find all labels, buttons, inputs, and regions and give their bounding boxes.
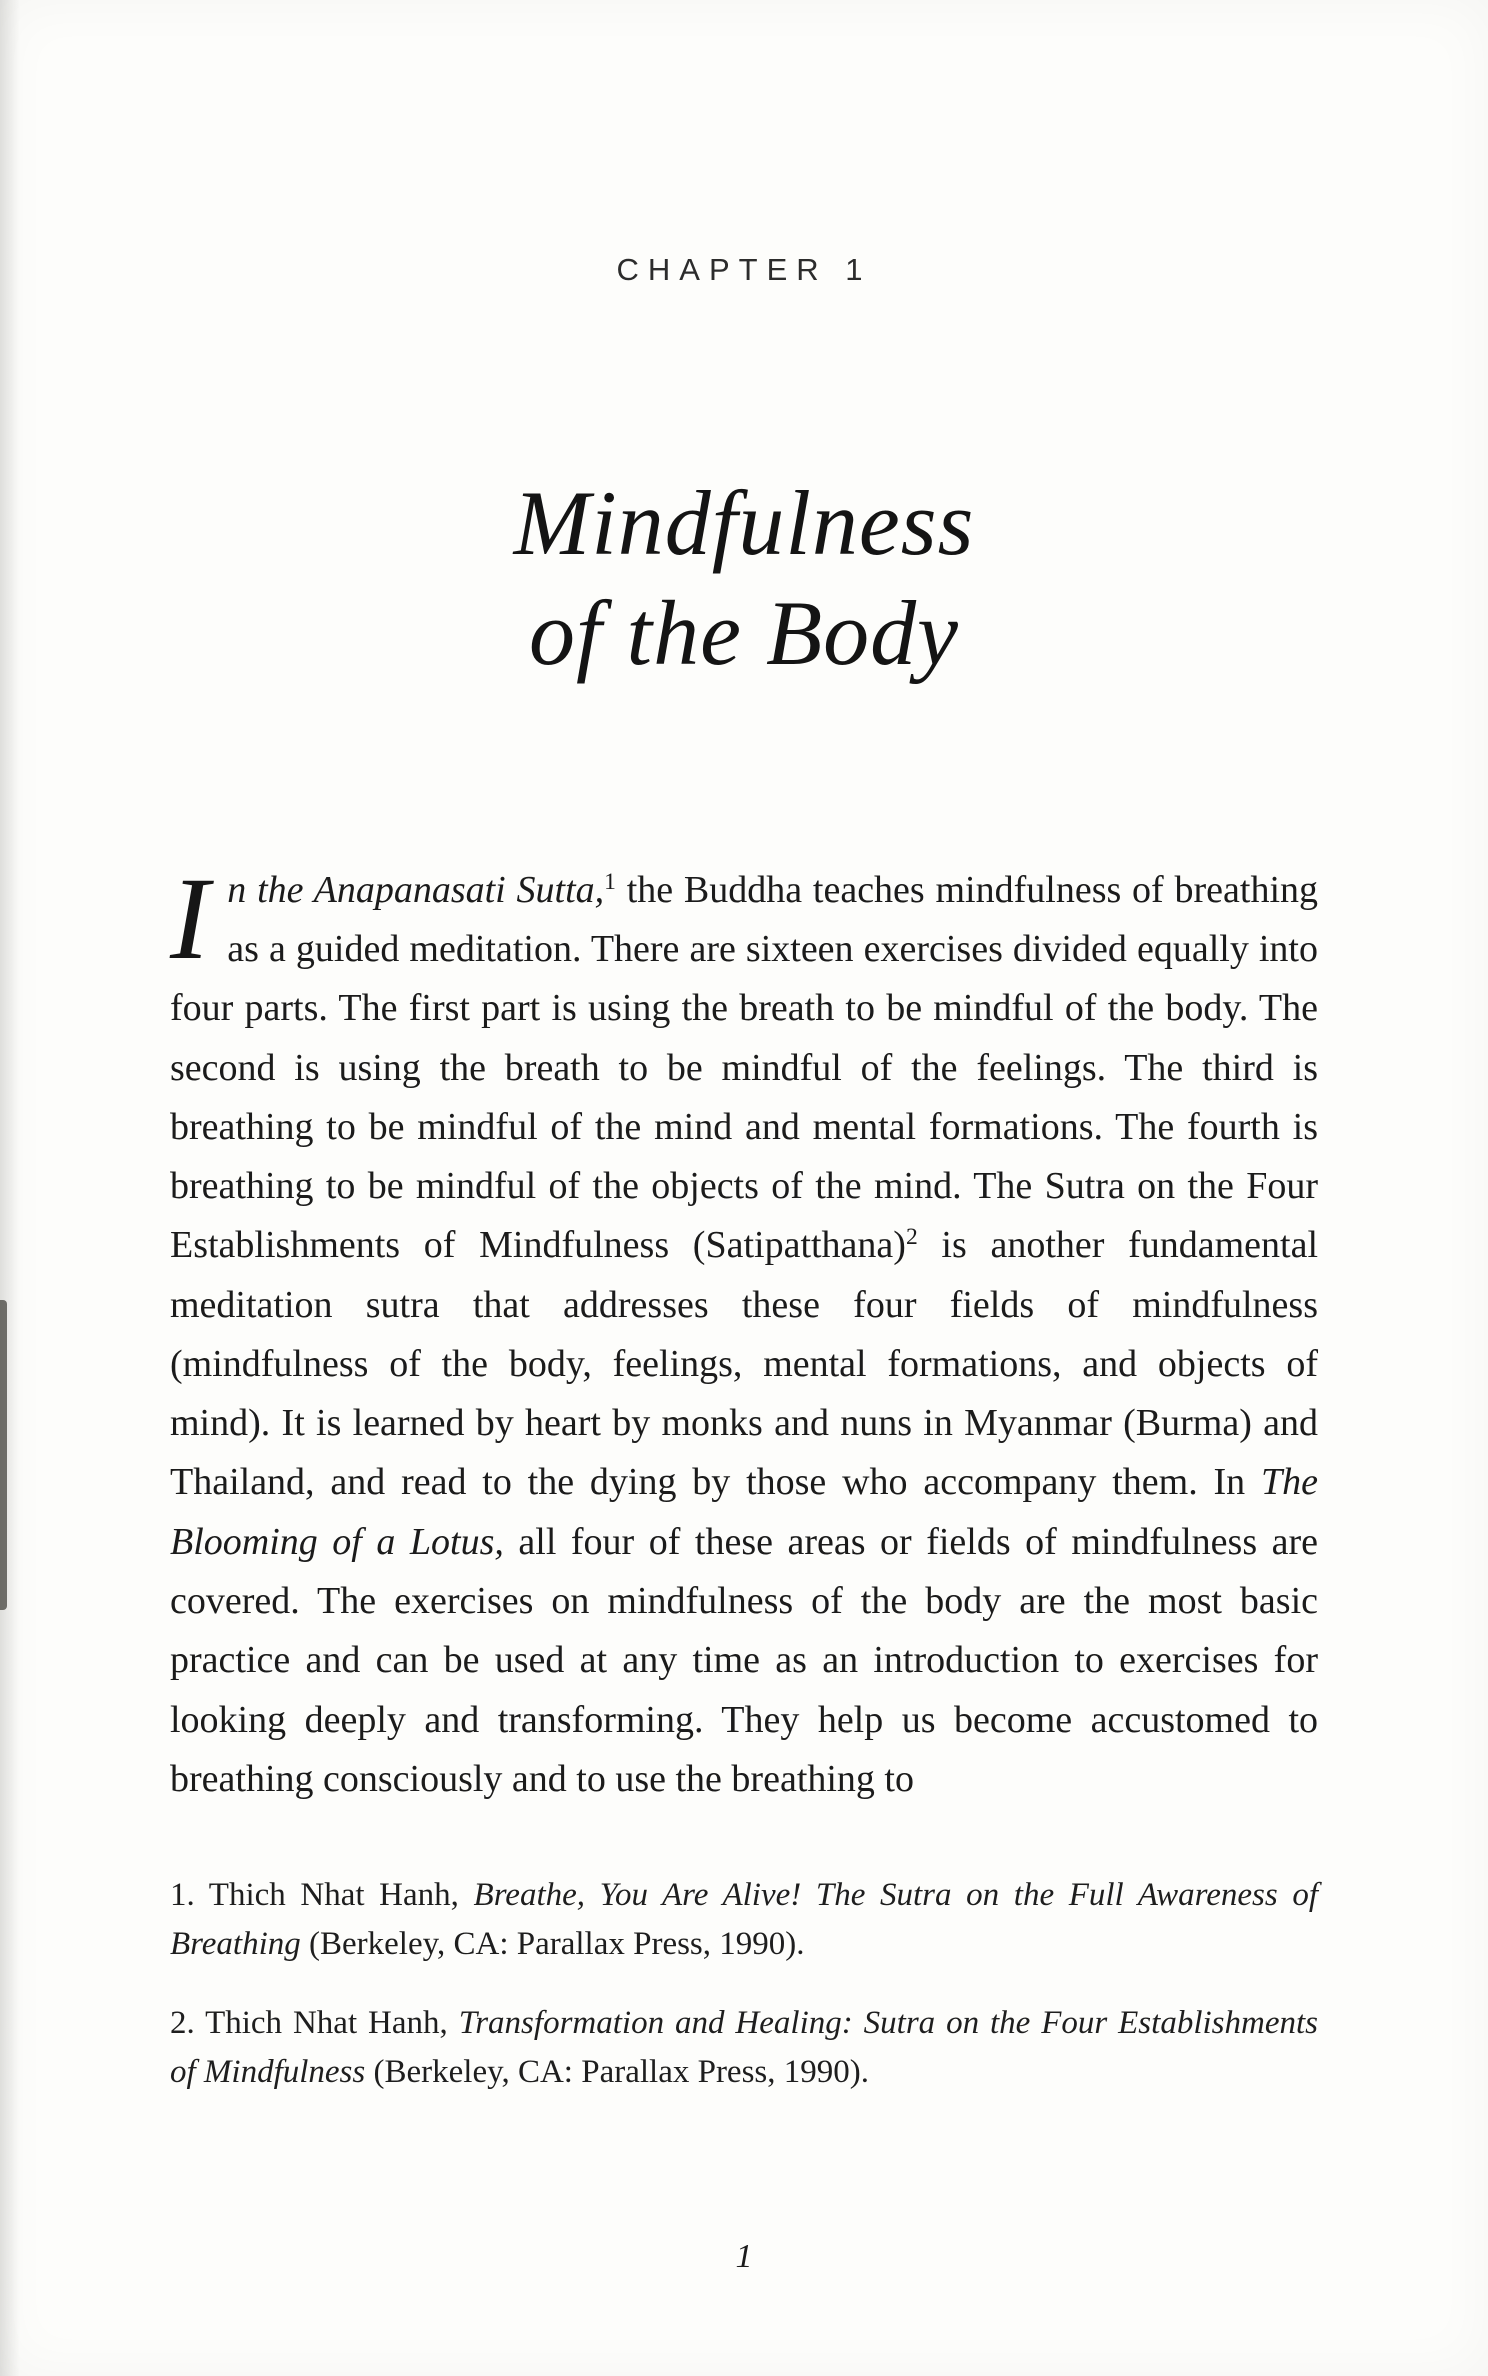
text-run: the Buddha teaches mindfulness of breathing as a guided meditation. There are sixteen exercises divided equally into four parts. The first part is using the breath to be mindful of the body. The second is using the breath to be mindful of the feelings. The third is breathing to be mindful of the mind and mental formations. The fourth is breathing to be mindful of the objects of the mind. The Sutra on the Four Establishments of Mindfulness (Satipatthana) <box>170 868 1318 1267</box>
text-run: 2 <box>905 1224 918 1251</box>
text-run: n the Anapanasati Sutta, <box>227 868 605 911</box>
text-run: The Blooming of a Lotus, <box>170 1461 1318 1563</box>
footnotes <box>170 1871 1318 2096</box>
text-run: is another fundamental meditation sutra that addresses these four fields of mindfulness (mindfulness of the body, feelings, mental formations, and objects of mind). It is learned by heart by monks and nuns in Myanmar (Burma) and Thailand, and read to the dying by those who accompany them. In <box>170 1224 1319 1504</box>
drop-cap: I <box>170 852 210 984</box>
text-run: all four of these areas or fields of mindfulness are covered. The exercises on mindfulness of the body are the most basic practice and can be used at any time as an introduction to exercises for looking deeply and transforming. They help us become accustomed to breathing consciously and to use the breathing to <box>170 1520 1319 1800</box>
chapter-title-line1: Mindfulness <box>513 472 975 574</box>
text-run: Breathe, You Are Alive! The Sutra on the Full Awareness of Breathing <box>170 1877 1318 1962</box>
body-paragraph <box>170 852 1319 1809</box>
text-run: 2. Thich Nhat Hanh, <box>170 2004 459 2041</box>
body-runs <box>170 852 1319 1800</box>
footnote-1 <box>170 1871 1318 1969</box>
text-run: (Berkeley, CA: Parallax Press, 1990). <box>300 1925 805 1962</box>
chapter-heading: CHAPTER 1 <box>616 252 872 287</box>
chapter-title <box>0 468 1488 689</box>
text-run: 1. Thich Nhat Hanh, <box>170 1877 474 1914</box>
text-run: (Berkeley, CA: Parallax Press, 1990). <box>365 2053 869 2090</box>
text-run: Transformation and Healing: Sutra on the Four Establishments of Mindfulness <box>170 2004 1318 2090</box>
scan-artifact <box>0 1300 7 1610</box>
text-run: 1 <box>604 868 616 895</box>
page-number: 1 <box>735 2238 753 2275</box>
chapter-title-line2: of the Body <box>529 582 959 685</box>
footnote-2 <box>170 1999 1318 2097</box>
